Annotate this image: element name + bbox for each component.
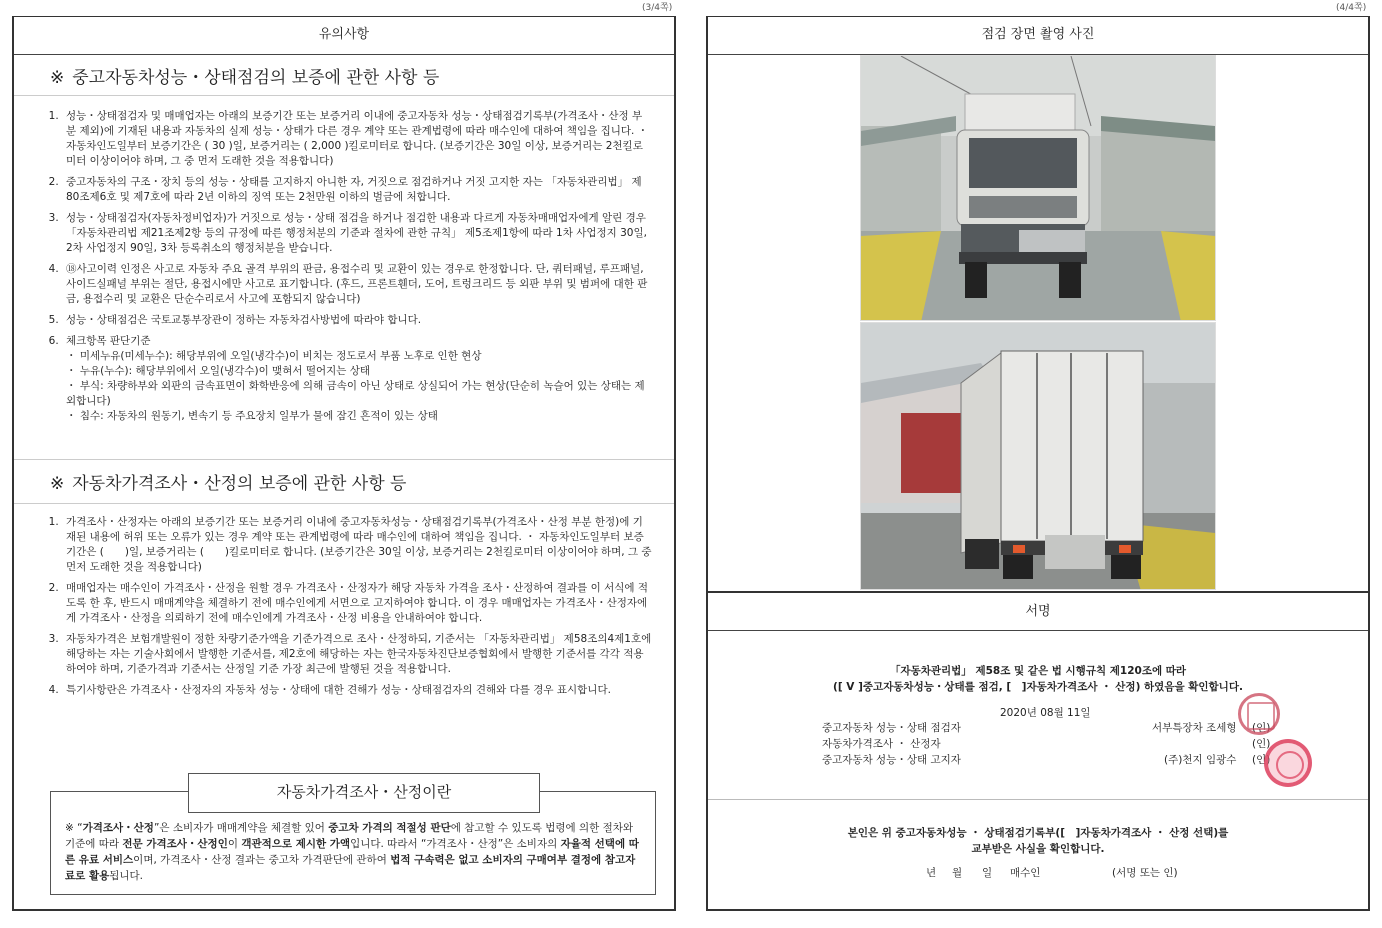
check-criteria-title: 체크항목 판단기준 xyxy=(66,335,151,347)
divider xyxy=(14,459,674,460)
list-item: 3. 성능・상태점검자(자동차정비업자)가 거짓으로 성능・상태 점검을 하거나 점검한 내용과 다르게 자동차매매업자에게 알린 경우 「자동차관리법 제21조제2항 등의 규정에 따른 행정처분의 기준과 절차에 관한 규칙」 제5조제1항에 따라 1차 사업정지 30일, 2차 사업정지 90일, 3차 등록취소의 행정처분을 받습니다. xyxy=(62,211,652,256)
list-item: 1. 가격조사・산정자는 아래의 보증기간 또는 보증거리 이내에 중고자동차성능・상태점검기록부(가격조사・산정 부분 한정)에 기재된 내용에 허위 또는 오류가 있는 경우 계약 또는 관계법령에 따라 매수인에 대하여 책임을 집니다. ・ 자동차인도일부터 보증기간은 ( )일, 보증거리는 ( )킬로미터로 합니다. (보증기간은 30일 이상, 보증거리는 2천킬로미터 이상이어야 하며, 그 중 먼저 도래한 것을 적용합니다) xyxy=(62,515,652,575)
page-number-right: (4/4쪽) xyxy=(1336,3,1367,13)
definition-emphasis: 자율적 선택에 따른 유료 서비스 xyxy=(65,838,639,866)
divider xyxy=(14,503,674,504)
truck-rear-image xyxy=(861,323,1215,590)
law-reference-line: 「자동차관리법」 제58조 및 같은 법 시행규칙 제120조에 따라 xyxy=(889,665,1187,677)
list-item: 5. 성능・상태점검은 국토교통부장관이 정하는 자동차검사방법에 따라야 합니다. xyxy=(62,313,652,328)
appraiser-label: 자동차가격조사 ・ 산정자 xyxy=(822,738,941,750)
criteria-line: ・ 부식: 차량하부와 외판의 금속표면이 화학반응에 의해 금속이 아닌 상태로 상실되어 가는 현상(단순히 녹슬어 있는 상태는 제외합니다) xyxy=(66,380,645,407)
panel-header: 유의사항 xyxy=(14,17,674,55)
reference-mark: ※ xyxy=(50,68,65,88)
definition-text: 이며, 가격조사・산정 결과는 중고차 가격판단에 관하여 xyxy=(133,854,391,866)
definition-emphasis: 전문 가격조사・산정인 xyxy=(122,838,228,850)
page-number-left: (3/4쪽) xyxy=(642,3,673,13)
list-item: 2. 매매업자는 매수인이 가격조사・산정을 원할 경우 가격조사・산정자가 해당 자동차 가격을 조사・산정하여 결과를 이 서식에 적도록 한 후, 반드시 매매계약을 체결하기 전에 매수인에게 서면으로 고지하여야 합니다. 이 경우 매매업자는 가격조사・산정자에게 가격조사・산정을 의뢰하기 전에 매수인에게 가격조사・산정 비용을 안내하여야 합니다. xyxy=(62,581,652,626)
truck-front-photo xyxy=(860,55,1216,321)
list-item: 4. ⑱사고이력 인정은 사고로 자동차 주요 골격 부위의 판금, 용접수리 및 교환이 있는 경우로 한정합니다. 단, 쿼터패널, 루프패널, 사이드실패널 부위는 절단, 용접시에만 사고로 표기합니다. (후드, 프론트휀더, 도어, 트렁크리드 등 외판 부위 및 범퍼에 대한 판금, 용접수리 및 교환은 단순수리로서 사고에 포함되지 않습니다) xyxy=(62,262,652,307)
notifier-seal: (인) xyxy=(1252,754,1271,766)
signature-header: 서명 xyxy=(708,591,1368,631)
section-title-price xyxy=(50,469,406,494)
divider xyxy=(708,799,1368,800)
sign-date: 2020년 08월 11일 xyxy=(1000,707,1091,719)
notifier-name: (주)천지 임광수 xyxy=(1164,754,1237,766)
list-item: 4. 특기사항란은 가격조사・산정자의 자동차 성능・상태에 대한 견해가 성능・상태점검자의 견해와 다를 경우 표시합니다. xyxy=(62,683,652,698)
price-notice-list xyxy=(28,515,652,704)
criteria-line: ・ 누유(누수): 해당부위에서 오일(냉각수)이 맺혀서 떨어지는 상태 xyxy=(66,365,371,377)
photo-signature-panel xyxy=(706,16,1370,911)
inspector-name: 서부특장차 조세형 xyxy=(1152,722,1237,734)
criteria-line: ・ 미세누유(미세누수): 해당부위에 오일(냉각수)이 비치는 정도로서 부품 노후로 인한 현상 xyxy=(66,350,482,362)
definition-emphasis: 가격조사・산정 xyxy=(82,822,154,834)
list-item: 2. 중고자동차의 구조・장치 등의 성능・상태를 고지하지 아니한 자, 거짓으로 점검하거나 거짓 고지한 자는 「자동차관리법」 제80조제6호 및 제7호에 따라 2년 이하의 징역 또는 2천만원 이하의 벌금에 처합니다. xyxy=(62,175,652,205)
red-seal-stamp xyxy=(1264,739,1312,787)
definition-text: ※ “ xyxy=(65,822,83,834)
inspection-notice-list xyxy=(28,109,652,430)
red-seal-stamp xyxy=(1238,693,1280,735)
inspector-label: 중고자동차 성능・상태 점검자 xyxy=(822,722,961,734)
list-item xyxy=(62,334,652,424)
definition-text: ”은 소비자가 매매계약을 체결할 있어 xyxy=(153,822,329,834)
definition-text: 됩니다. xyxy=(109,870,144,882)
notifier-label: 중고자동차 성능・상태 고지자 xyxy=(822,754,961,766)
reference-mark: ※ xyxy=(50,474,65,494)
panel-header: 점검 장면 촬영 사진 xyxy=(708,17,1368,55)
buyer-year: 년 xyxy=(926,867,937,879)
notice-panel xyxy=(12,16,676,911)
divider xyxy=(14,95,674,96)
buyer-sign: (서명 또는 인) xyxy=(1112,867,1178,879)
criteria-line: ・ 침수: 자동차의 원동기, 변속기 등 주요장치 일부가 물에 잠긴 흔적이 있는 상태 xyxy=(66,410,438,422)
definition-text: 입니다. 따라서 “가격조사・산정”은 소비자의 xyxy=(350,838,561,850)
list-item: 3. 자동차가격은 보험개발원이 정한 차량기준가액을 기준가격으로 조사・산정하되, 기준서는 「자동차관리법」 제58조의4제1호에 해당하는 자는 기술사회에서 발행한 기준서를, 제2호에 해당하는 자는 한국자동차진단보증협회에서 발행한 기준서를 각각 적용하여야 하며, 기준가격과 기준서는 산정일 기준 가장 최근에 발행된 것을 적용합니다. xyxy=(62,632,652,677)
inspection-confirm-line: ([ V ]중고자동차성능・상태를 점검, [ ]자동차가격조사 ・ 산정) 하였음을 확인합니다. xyxy=(833,681,1243,693)
section-title-text: 중고자동차성능・상태점검의 보증에 관한 사항 등 xyxy=(72,68,440,88)
definition-emphasis: 법적 구속력은 없고 소비자의 구매여부 결정에 참고자료로 활용 xyxy=(65,854,636,882)
buyer-day: 일 xyxy=(982,867,993,879)
receipt-confirm-line-2: 교부받은 사실을 확인합니다. xyxy=(971,843,1105,855)
buyer-month: 월 xyxy=(952,867,963,879)
buyer-label: 매수인 xyxy=(1010,867,1041,879)
definition-title: 자동차가격조사・산정이란 xyxy=(188,773,540,813)
inspector-seal: (인) xyxy=(1252,722,1271,734)
definition-text: 에 참고할 수 있도록 법령에 의한 절차와 기준에 따라 xyxy=(65,822,634,850)
truck-front-image xyxy=(861,56,1215,321)
definition-text: 이 xyxy=(227,838,242,850)
truck-rear-photo xyxy=(860,322,1216,590)
section-title-text: 자동차가격조사・산정의 보증에 관한 사항 등 xyxy=(72,474,407,494)
list-item: 1. 성능・상태점검자 및 매매업자는 아래의 보증기간 또는 보증거리 이내에 중고자동차 성능・상태점검기록부(가격조사・산정 부분 제외)에 기재된 내용과 자동차의 실제 성능・상태가 다른 경우 계약 또는 관계법령에 따라 매수인에 대하여 책임을 집니다. ・ 자동차인도일부터 보증기간은 ( 30 )일, 보증거리는 ( 2,000 )킬로미터로 합니다. (보증기간은 30일 이상, 보증거리는 2천킬로미터 이상이어야 하며, 그 중 먼저 도래한 것을 적용합니다) xyxy=(62,109,652,169)
appraiser-seal: (인) xyxy=(1252,738,1271,750)
section-title-inspection xyxy=(50,63,439,88)
receipt-confirm-line-1: 본인은 위 중고자동차성능 ・ 상태점검기록부([ ]자동차가격조사 ・ 산정 선택)를 xyxy=(847,827,1229,839)
definition-emphasis: 객관적으로 제시한 가액 xyxy=(241,838,351,850)
definition-emphasis: 중고차 가격의 적절성 판단 xyxy=(328,822,451,834)
